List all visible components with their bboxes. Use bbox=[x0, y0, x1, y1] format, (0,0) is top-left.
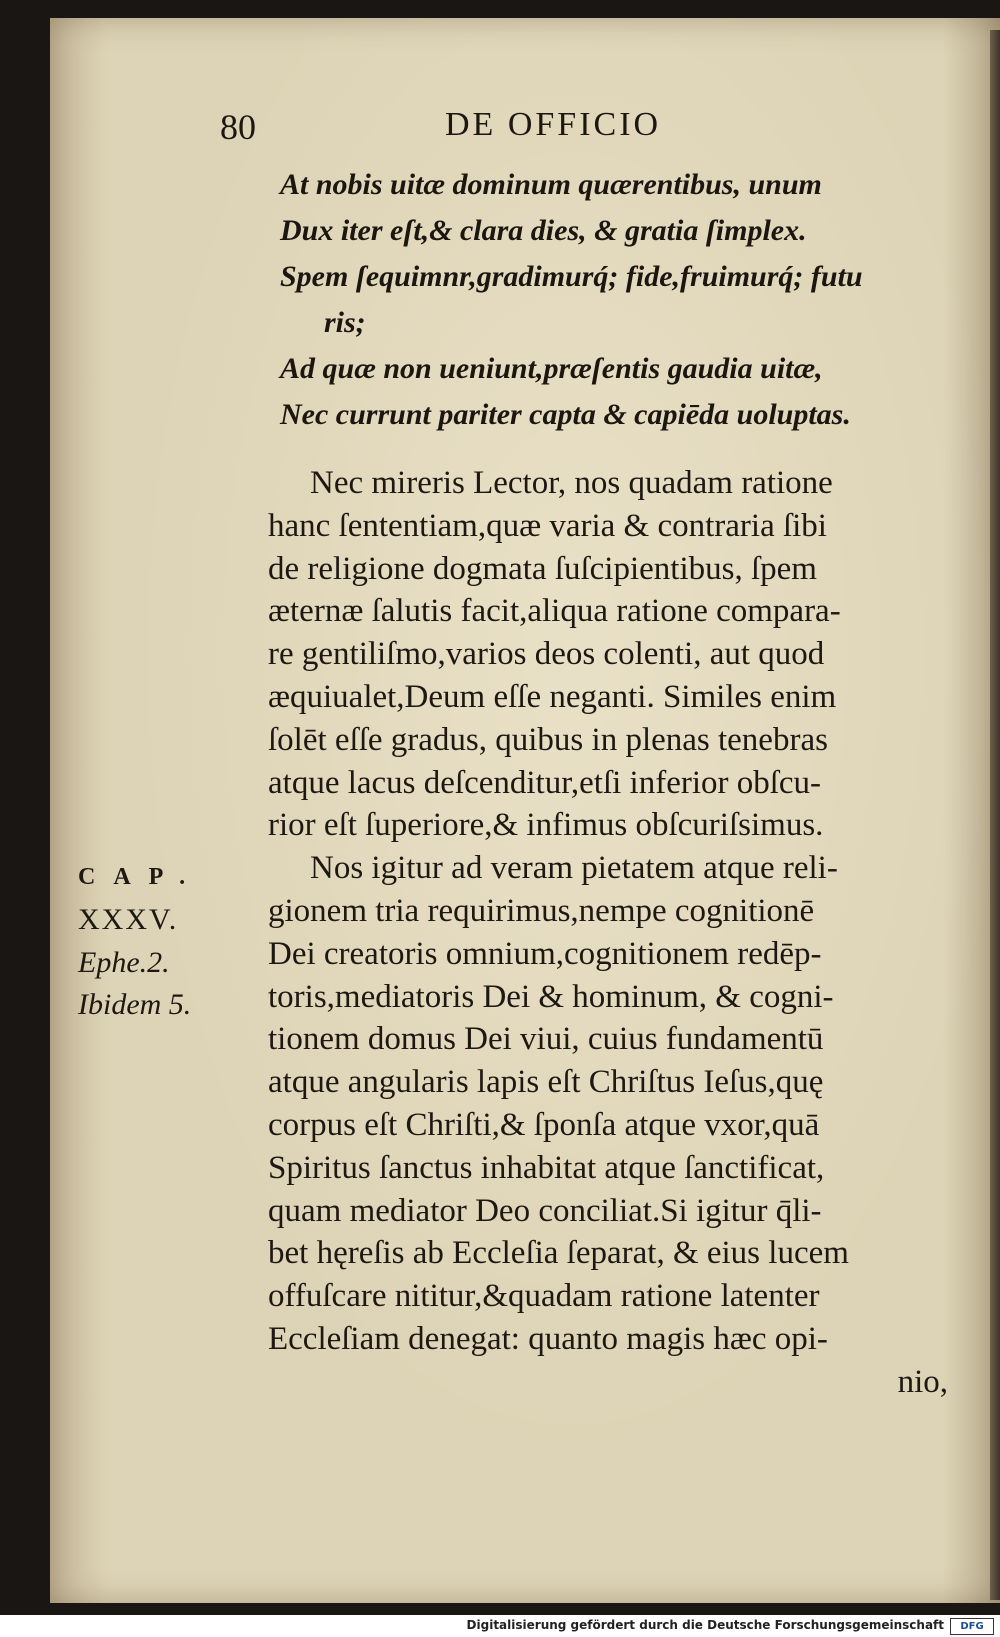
prose-line: Spiritus ſanctus inhabitat atque ſanctificat, bbox=[268, 1149, 825, 1186]
verse-line: Spem ſequimnr,gradimurq́; fide,fruimurq́; futu bbox=[280, 260, 863, 293]
prose-line: gionem tria requirimus,nempe cognitionē bbox=[268, 892, 815, 929]
prose-line: æternæ ſalutis facit,aliqua ratione compara- bbox=[268, 593, 841, 630]
prose-line: de religione dogmata ſuſcipientibus, ſpem bbox=[268, 550, 817, 587]
prose-block bbox=[268, 462, 958, 1404]
verse-line: Dux iter eſt,& clara dies, & gratia ſimplex. bbox=[280, 214, 807, 247]
margin-reference: Ibidem 5. bbox=[78, 988, 192, 1022]
prose-line: quam mediator Deo conciliat.Si igitur q̄li- bbox=[268, 1192, 822, 1229]
margin-notes bbox=[78, 856, 268, 1027]
page-header bbox=[0, 100, 1000, 160]
prose-line: atque lacus deſcenditur,etſi inferior obſcu- bbox=[268, 764, 822, 801]
prose-line: re gentiliſmo,varios deos colenti, aut quod bbox=[268, 636, 825, 673]
page-number: 80 bbox=[220, 107, 256, 147]
funding-credit: Digitalisierung gefördert durch die Deutsche Forschungsgemeinschaft bbox=[466, 1618, 944, 1632]
margin-cap-label: CAP. bbox=[78, 864, 204, 890]
prose-line: bet hęreſis ab Eccleſia ſeparat, & eius lucem bbox=[268, 1235, 849, 1272]
prose-line: æquiualet,Deum eſſe neganti. Similes enim bbox=[268, 678, 837, 715]
dfg-logo: DFG bbox=[950, 1618, 994, 1635]
verse-line: ris; bbox=[324, 306, 366, 339]
verse-line: Nec currunt pariter capta & capiēda uoluptas. bbox=[280, 398, 851, 431]
prose-line: corpus eſt Chriſti,& ſponſa atque vxor,quā bbox=[268, 1106, 820, 1143]
prose-line: Nos igitur ad veram pietatem atque reli- bbox=[310, 850, 838, 887]
prose-line: atque angularis lapis eſt Chriſtus Ieſus,quę bbox=[268, 1064, 824, 1101]
verse-block bbox=[280, 162, 960, 438]
page-edge bbox=[990, 30, 1000, 1600]
margin-reference: Ephe.2. bbox=[78, 945, 170, 979]
catchword: nio, bbox=[897, 1363, 948, 1400]
prose-line: offuſcare nititur,&quadam ratione latenter bbox=[268, 1278, 820, 1315]
verse-line: At nobis uitæ dominum quærentibus, unum bbox=[280, 168, 822, 201]
verse-line: Ad quæ non ueniunt,præſentis gaudia uitæ, bbox=[280, 352, 823, 385]
prose-line: toris,mediatoris Dei & hominum, & cogni- bbox=[268, 978, 834, 1015]
prose-line: Dei creatoris omnium,cognitionem redēp- bbox=[268, 935, 822, 972]
prose-line: Eccleſiam denegat: quanto magis hæc opi- bbox=[268, 1320, 828, 1357]
prose-line: rior eſt ſuperiore,& infimus obſcuriſsimus. bbox=[268, 807, 824, 844]
prose-line: tionem domus Dei viui, cuius fundamentū bbox=[268, 1021, 824, 1058]
digitization-footer bbox=[0, 1615, 1000, 1637]
prose-line: hanc ſententiam,quæ varia & contraria ſibi bbox=[268, 507, 827, 544]
prose-line: ſolēt eſſe gradus, quibus in plenas tenebras bbox=[268, 721, 828, 758]
margin-chapter-number: XXXV. bbox=[78, 902, 179, 936]
prose-line: Nec mireris Lector, nos quadam ratione bbox=[310, 465, 833, 501]
running-title: DE OFFICIO bbox=[445, 106, 662, 143]
